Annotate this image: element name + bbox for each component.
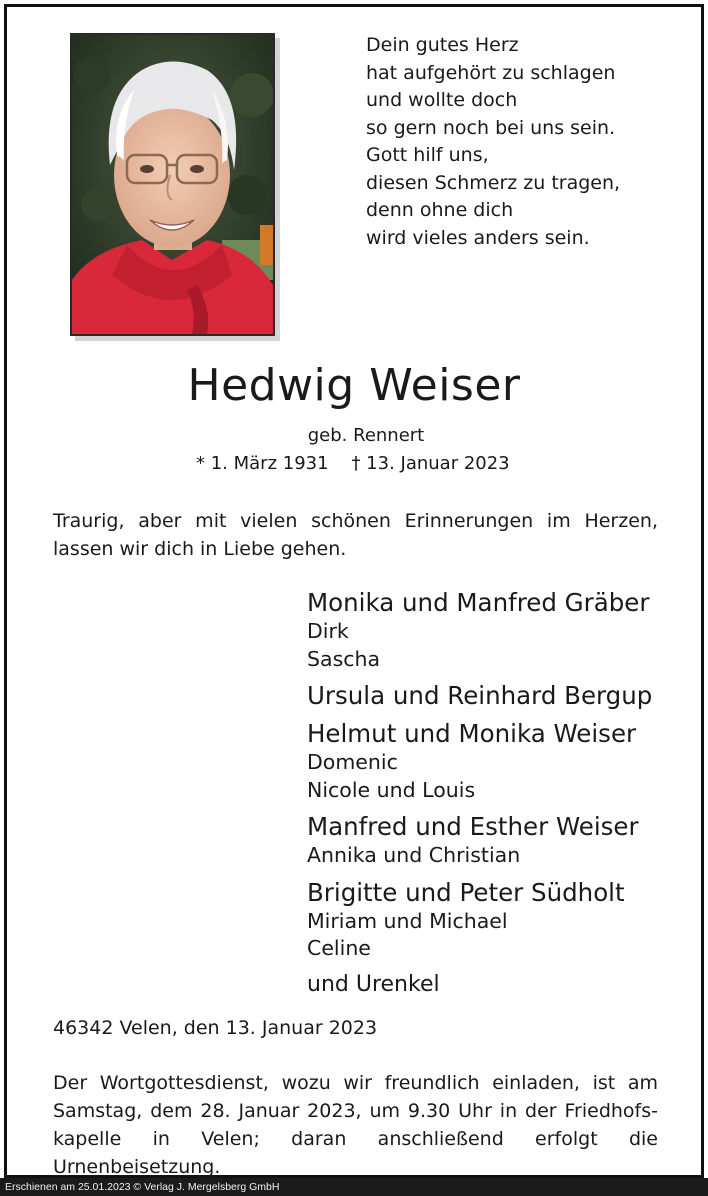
family-group — [307, 587, 687, 673]
family-main-name: Manfred und Esther Weiser — [307, 812, 639, 841]
family-main-name: Monika und Manfred Gräber — [307, 588, 650, 617]
family-child: Sascha — [307, 646, 381, 671]
service-text: Der Wortgottesdienst, wozu wir freundlich einladen, ist am Samstag, dem 28. Januar 2023, um 9.30 Uhr in der Friedhofs-kapelle in Velen; daran anschließend erfolgt die Urnenbeisetzung. — [53, 1072, 658, 1178]
family-group — [307, 680, 687, 711]
family-main-name: Ursula und Reinhard Bergup — [307, 681, 653, 710]
life-dates — [196, 453, 510, 474]
family-group — [307, 877, 687, 963]
family-main-name: Brigitte und Peter Südholt — [307, 877, 625, 907]
poem-line: Gott hilf uns, — [366, 144, 489, 166]
intro-text: Traurig, aber mit vielen schönen Erinnerungen im Herzen, lassen wir dich in Liebe gehen. — [53, 510, 658, 560]
poem-line: wird vieles anders sein. — [366, 226, 590, 249]
poem — [366, 32, 620, 252]
family-child: Dirk — [307, 619, 349, 643]
family-list — [307, 587, 687, 1000]
family-child: Domenic — [307, 750, 398, 774]
deceased-name: Hedwig Weiser — [187, 360, 521, 411]
poem-line: und wollte doch — [366, 89, 518, 111]
poem-line: denn ohne dich — [366, 199, 514, 221]
family-main-name: Helmut und Monika Weiser — [307, 719, 637, 748]
death-date: † 13. Januar 2023 — [351, 453, 510, 474]
family-child: Celine — [307, 936, 371, 960]
family-group — [307, 718, 687, 804]
maiden-name: geb. Rennert — [307, 425, 425, 446]
poem-line: so gern noch bei uns sein. — [366, 116, 616, 139]
great-grandchildren: und Urenkel — [307, 971, 440, 997]
family-group — [307, 811, 687, 870]
poem-line: diesen Schmerz zu tragen, — [366, 171, 621, 194]
family-child: Annika und Christian — [307, 843, 521, 867]
family-child: Nicole und Louis — [307, 777, 476, 802]
birth-date: * 1. März 1931 — [196, 453, 329, 474]
portrait-photo — [70, 33, 275, 336]
place-date: 46342 Velen, den 13. Januar 2023 — [53, 1017, 378, 1039]
poem-line: hat aufgehört zu schlagen — [366, 61, 616, 84]
poem-line: Dein gutes Herz — [366, 34, 519, 56]
portrait-illustration — [72, 35, 273, 334]
footer-bar: Erschienen am 25.01.2023 © Verlag J. Mergelsberg GmbH — [0, 1178, 708, 1196]
family-child: Miriam und Michael — [307, 908, 508, 933]
